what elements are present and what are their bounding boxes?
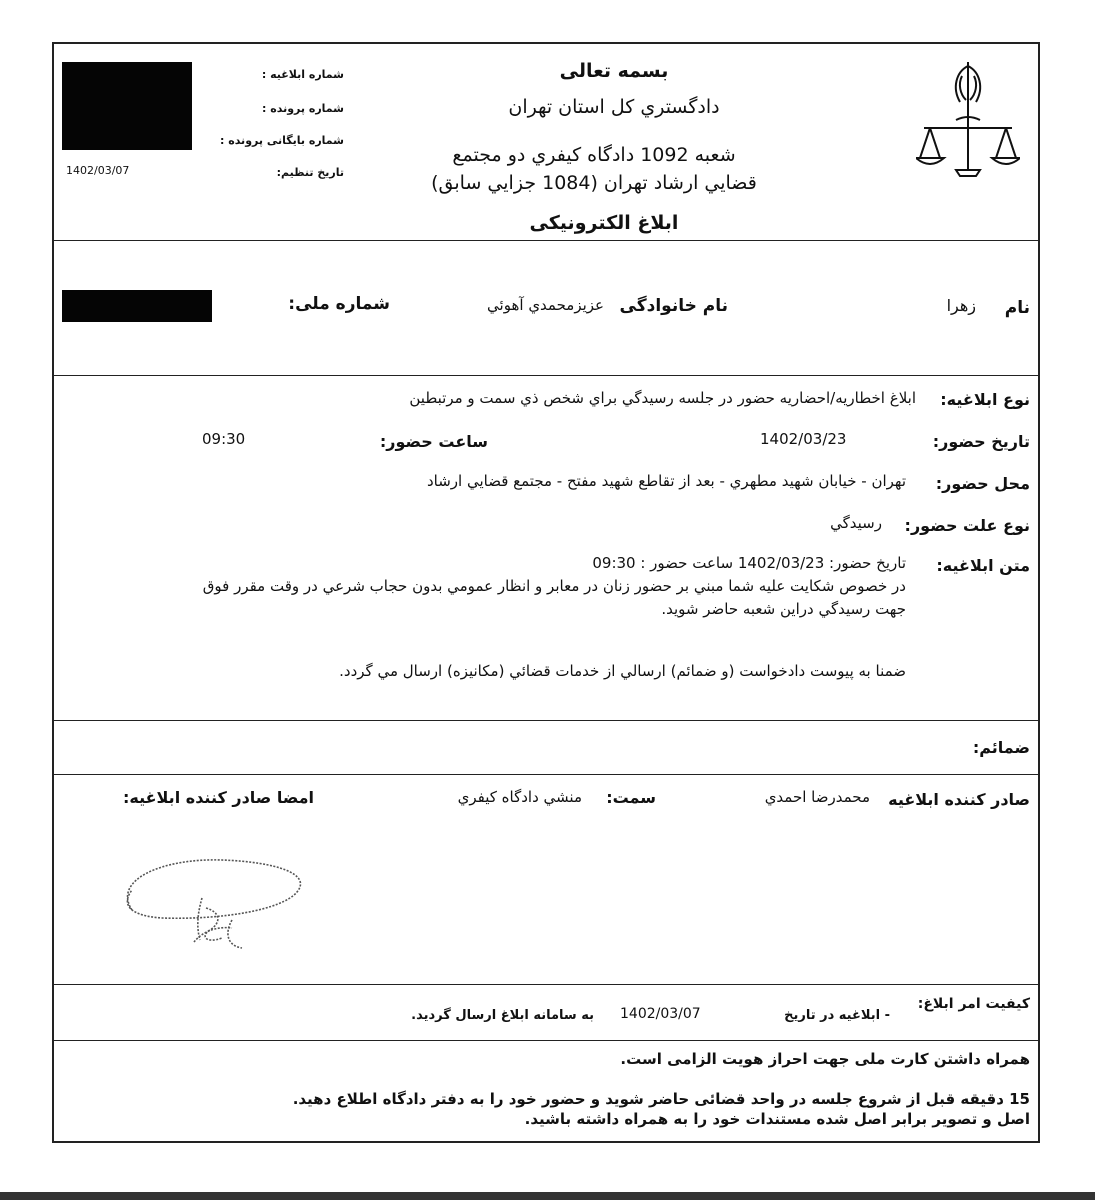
court-general: دادگستري کل استان تهران: [508, 96, 720, 118]
notice-text-line-3: جهت رسيدگي دراين شعبه حاضر شويد.: [661, 600, 906, 618]
last-name-value: عزيزمحمدي آهوئي: [487, 296, 604, 314]
status-prefix: - ابلاغیه در تاریخ: [784, 1008, 890, 1023]
bottom-edge: [0, 1192, 1095, 1200]
attend-reason-label: نوع علت حضور:: [904, 516, 1030, 535]
status-suffix: به سامانه ابلاغ ارسال گردید.: [411, 1008, 594, 1023]
status-label: کیفیت امر ابلاغ:: [917, 996, 1030, 1012]
attachments-label: ضمائم:: [972, 738, 1030, 757]
document-title: ابلاغ الکترونیکی: [529, 212, 679, 234]
position-label: سمت:: [606, 788, 656, 807]
notice-type-value: ابلاغ اخطاريه/احضاريه حضور در جلسه رسيدگي براي شخص ذي سمت و مرتبطين: [409, 389, 916, 407]
last-name-label: نام خانوادگی: [619, 296, 728, 316]
issuer-label: صادر کننده ابلاغیه: [888, 790, 1030, 809]
signature-label: امضا صادر کننده ابلاغیه:: [122, 788, 314, 807]
case-number-label: شماره پرونده :: [262, 102, 344, 115]
issuer-value: محمدرضا احمدي: [764, 788, 870, 806]
issue-date-label: تاریخ تنظیم:: [276, 166, 344, 179]
attend-place-value: تهران - خيابان شهيد مطهري - بعد از تقاطع شهيد مفتح - مجتمع قضايي ارشاد: [426, 472, 906, 490]
branch-line-2: قضايي ارشاد تهران (1084 جزايي سابق): [431, 172, 757, 194]
attend-time-value: 09:30: [202, 430, 246, 448]
attend-place-label: محل حضور:: [935, 474, 1030, 493]
attend-date-label: تاریخ حضور:: [932, 432, 1030, 451]
national-id-label: شماره ملی:: [288, 294, 390, 314]
attend-time-label: ساعت حضور:: [379, 432, 488, 451]
archive-number-label: شماره بایگانی پرونده :: [219, 134, 344, 147]
attend-date-value: 1402/03/23: [760, 430, 847, 448]
judiciary-emblem-icon: [916, 58, 1020, 182]
notice-text-line-2: در خصوص شکايت عليه شما مبني بر حضور زنان در معابر و انظار عمومي بدون حجاب شرعي در وقت مقرر فوق: [202, 577, 906, 595]
notice-text-line-4: ضمنا به پيوست دادخواست (و ضمائم) ارسالي از خدمات قضائي (مکانيزه) ارسال مي گردد.: [339, 662, 906, 680]
basmala: بسمه تعالی: [559, 60, 669, 82]
notice-text-line-1: تاريخ حضور: 1402/03/23 ساعت حضور : 09:30: [592, 554, 906, 572]
note-line-1: همراه داشتن کارت ملی جهت احراز هویت الزامی است.: [620, 1050, 1030, 1068]
branch-line-1: شعبه 1092 دادگاه کيفري دو مجتمع: [452, 144, 736, 166]
status-date: 1402/03/07: [620, 1006, 701, 1022]
position-value: منشي دادگاه کيفري: [457, 788, 582, 806]
notice-number-label: شماره ابلاغیه :: [261, 68, 344, 81]
first-name-value: زهرا: [946, 296, 976, 315]
attend-reason-value: رسيدگي: [830, 514, 882, 532]
redacted-header-numbers: [62, 62, 192, 150]
notice-type-label: نوع ابلاغیه:: [940, 390, 1030, 409]
notice-text-label: متن ابلاغیه:: [936, 556, 1030, 575]
issue-date-value: 1402/03/07: [66, 164, 130, 177]
notice-document: [52, 42, 1040, 1143]
note-line-2: 15 دقیقه قبل از شروع جلسه در واحد قضائی حاضر شوید و حضور خود را به دفتر دادگاه اطلاع دهید.: [292, 1090, 1030, 1108]
note-line-3: اصل و تصویر برابر اصل شده مستندات خود را به همراه داشته باشید.: [524, 1110, 1030, 1128]
redacted-national-id: [62, 290, 212, 322]
issuer-signature: [102, 840, 312, 960]
first-name-label: نام: [1004, 298, 1030, 318]
